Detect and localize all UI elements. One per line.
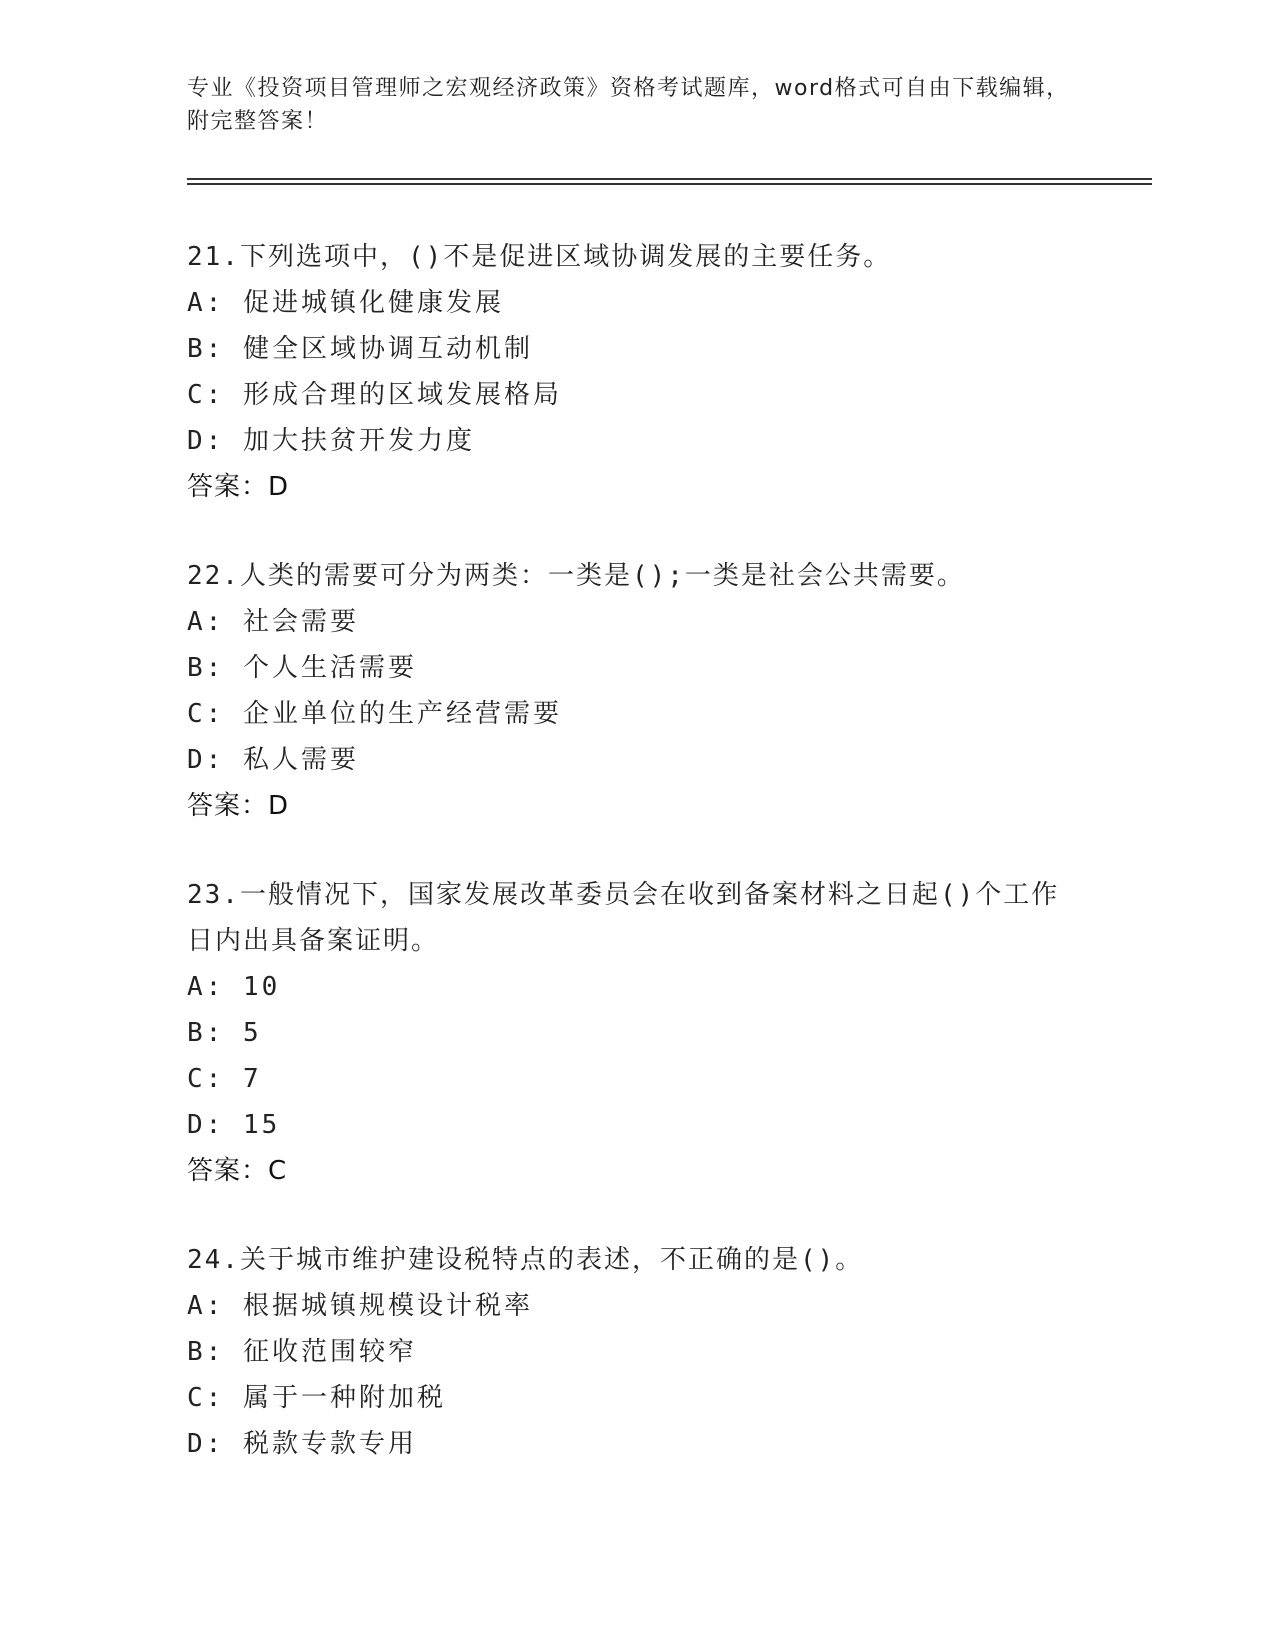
option-text: 10 <box>242 972 281 1002</box>
answer-line <box>187 464 1087 510</box>
option-letter: C: <box>187 699 225 729</box>
header-divider-top <box>187 178 1152 180</box>
header-divider-bottom <box>187 183 1152 185</box>
option-letter: C: <box>187 380 225 410</box>
option-letter: A: <box>187 1291 225 1321</box>
option-letter: B: <box>187 1018 225 1048</box>
option-text: 7 <box>242 1064 262 1094</box>
option-text: 健全区域协调互动机制 <box>242 334 533 364</box>
option-letter: B: <box>187 1337 225 1367</box>
option-d <box>187 737 1087 783</box>
option-text: 5 <box>242 1018 262 1048</box>
option-letter: C: <box>187 1383 225 1413</box>
option-letter: B: <box>187 334 225 364</box>
question-21 <box>187 234 1087 510</box>
question-23 <box>187 872 1087 1194</box>
option-c <box>187 1375 1087 1421</box>
option-b <box>187 1329 1087 1375</box>
option-a <box>187 280 1087 326</box>
option-text: 税款专款专用 <box>242 1429 417 1459</box>
option-letter: B: <box>187 653 225 683</box>
option-letter: D: <box>187 745 225 775</box>
answer-label: 答案： <box>187 1156 269 1186</box>
option-b <box>187 1010 1087 1056</box>
option-text: 形成合理的区域发展格局 <box>242 380 562 410</box>
option-c <box>187 1056 1087 1102</box>
option-d <box>187 1421 1087 1467</box>
question-stem: 23.一般情况下，国家发展改革委员会在收到备案材料之日起()个工作日内出具备案证明。 <box>187 880 1060 956</box>
question-22 <box>187 553 1087 829</box>
option-letter: D: <box>187 1429 225 1459</box>
option-text: 促进城镇化健康发展 <box>242 288 504 318</box>
answer-value: D <box>268 791 290 821</box>
option-a <box>187 1283 1087 1329</box>
answer-value: D <box>268 472 290 502</box>
option-text: 社会需要 <box>242 607 359 637</box>
option-text: 私人需要 <box>242 745 359 775</box>
question-stem: 24.关于城市维护建设税特点的表述，不正确的是()。 <box>187 1245 864 1275</box>
option-letter: A: <box>187 972 225 1002</box>
question-stem: 22.人类的需要可分为两类：一类是();一类是社会公共需要。 <box>187 561 965 591</box>
option-text: 加大扶贫开发力度 <box>242 426 475 456</box>
option-text: 企业单位的生产经营需要 <box>242 699 562 729</box>
answer-value: C <box>268 1156 288 1186</box>
answer-line <box>187 783 1087 829</box>
option-letter: A: <box>187 607 225 637</box>
option-letter: C: <box>187 1064 225 1094</box>
answer-label: 答案： <box>187 791 269 821</box>
option-b <box>187 645 1087 691</box>
option-c <box>187 372 1087 418</box>
option-text: 个人生活需要 <box>242 653 417 683</box>
option-text: 属于一种附加税 <box>242 1383 446 1413</box>
option-d <box>187 1102 1087 1148</box>
answer-label: 答案： <box>187 472 269 502</box>
option-letter: A: <box>187 288 225 318</box>
document-header: 专业《投资项目管理师之宏观经济政策》资格考试题库，word格式可自由下载编辑，附完整答案！ <box>187 76 1070 134</box>
option-letter: D: <box>187 1110 225 1140</box>
option-a <box>187 964 1087 1010</box>
option-text: 根据城镇规模设计税率 <box>242 1291 533 1321</box>
option-c <box>187 691 1087 737</box>
question-stem: 21.下列选项中，()不是促进区域协调发展的主要任务。 <box>187 242 892 272</box>
option-letter: D: <box>187 426 225 456</box>
option-d <box>187 418 1087 464</box>
answer-line <box>187 1148 1087 1194</box>
option-text: 15 <box>242 1110 281 1140</box>
option-b <box>187 326 1087 372</box>
option-a <box>187 599 1087 645</box>
option-text: 征收范围较窄 <box>242 1337 417 1367</box>
question-24 <box>187 1237 1087 1467</box>
